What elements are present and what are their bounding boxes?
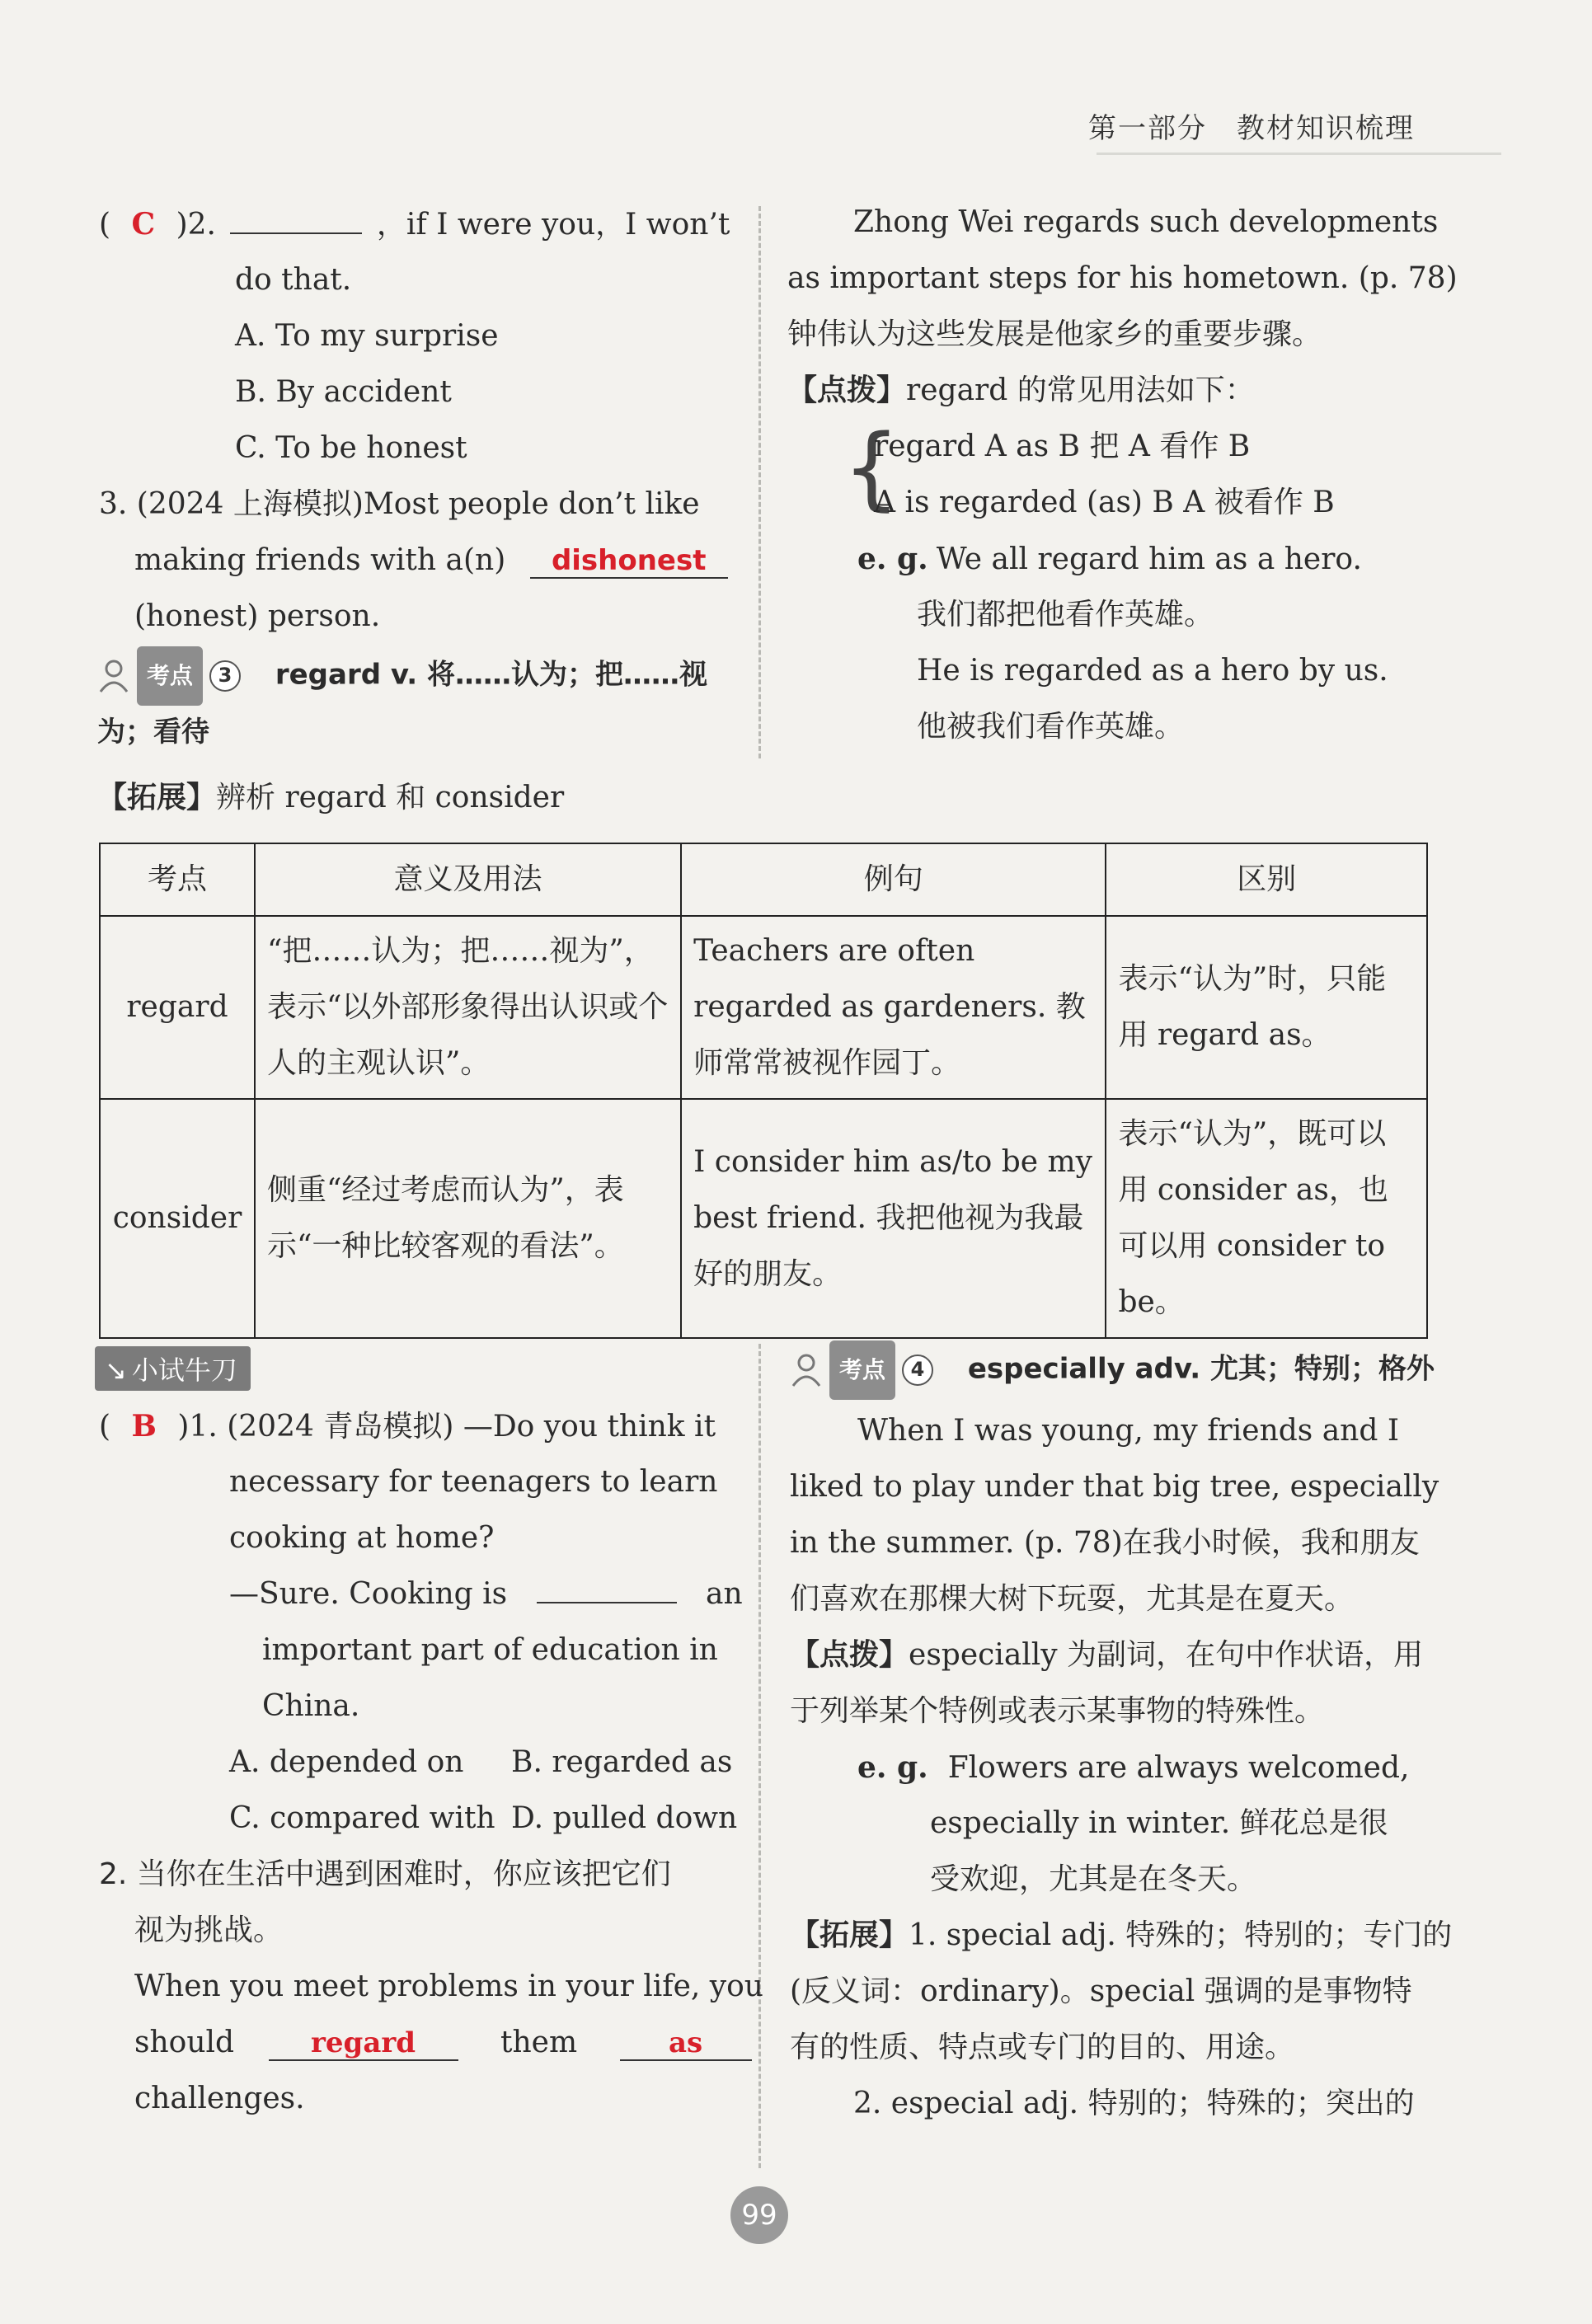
k4-para-4: 们喜欢在那棵大树下玩耍，尤其是在夏天。 (790, 1582, 1355, 1616)
example-translation: 钟伟认为这些发展是他家乡的重要步骤。 (787, 317, 1322, 351)
kaodian-badge: 考点 3 (97, 646, 241, 706)
tip-regard: 【点拨】regard 的常见用法如下： (787, 373, 1255, 407)
practice-section-label: ↘ 小试牛刀 (95, 1346, 251, 1391)
table-row (100, 1099, 1427, 1338)
column-divider-top (758, 206, 761, 758)
practice-q1-line2: necessary for teenagers to learn (229, 1465, 718, 1499)
question-3-line2: making friends with a(n) dishonest (134, 533, 728, 589)
question-2-line1: ( C )2. ，if I were you，I won’t (99, 207, 730, 242)
k4-para-1: When I was young, my friends and I (857, 1414, 1400, 1448)
example-sentence-1: Zhong Wei regards such developments (853, 205, 1439, 239)
student-icon (97, 659, 130, 693)
table-cell-meaning: 侧重“经过考虑而认为”，表示“一种比较客观的看法”。 (255, 1099, 681, 1338)
kaodian-3-title: 考点 3 regard v. 将……认为；把……视 (97, 646, 707, 706)
table-cell-diff: 表示“认为”时，只能用 regard as。 (1106, 916, 1427, 1099)
practice-q1-dialog-2: important part of education in (262, 1633, 718, 1667)
answer-b: B (131, 1409, 157, 1444)
k4-eg-1: e. g. Flowers are always welcomed, (857, 1750, 1410, 1785)
answer-regard[interactable]: regard (269, 2026, 458, 2061)
k4-para-2: liked to play under that big tree, especially (790, 1470, 1439, 1504)
header-title: 第一部分 教材知识梳理 (1088, 112, 1415, 145)
answer-c: C (131, 207, 156, 242)
usage-2: A is regarded (as) B A 被看作 B (874, 486, 1335, 519)
practice-q2-line4: should regard them as (134, 2015, 752, 2071)
arrow-icon: ↘ (105, 1354, 127, 1386)
page-number: 99 (730, 2186, 788, 2244)
answer-dishonest[interactable]: dishonest (530, 544, 728, 579)
table-header: 例句 (681, 843, 1106, 916)
option-d: D. pulled down (511, 1801, 738, 1835)
answer-blank[interactable] (230, 232, 362, 234)
option-b: B. regarded as (511, 1745, 733, 1779)
practice-q2-line1: 2. 当你在生活中遇到困难时，你应该把它们 (99, 1857, 671, 1891)
table-row (100, 916, 1427, 1099)
k4-para-3: in the summer. (p. 78)在我小时候，我和朋友 (790, 1526, 1420, 1560)
usage-1: regard A as B 把 A 看作 B (874, 430, 1251, 463)
option-c: C. To be honest (235, 431, 467, 465)
option-a: A. To my surprise (235, 319, 499, 353)
k4-tip-1: 【点拨】especially 为副词，在句中作状语，用 (790, 1638, 1424, 1672)
header-rule (1097, 153, 1501, 155)
question-2-line2: do that. (235, 263, 352, 297)
student-icon (790, 1353, 823, 1387)
column-divider-bottom (758, 1344, 761, 2168)
practice-q1-dialog-3: China. (262, 1689, 360, 1723)
practice-q1-line3: cooking at home? (229, 1521, 495, 1555)
eg-line-1: e. g. We all regard him as a hero. (857, 542, 1362, 576)
practice-q2-line2: 视为挑战。 (134, 1913, 284, 1947)
kaodian-4-title: 考点 4 especially adv. 尤其；特别；格外 (790, 1340, 1435, 1400)
eg-line-2: 我们都把他看作英雄。 (917, 598, 1214, 631)
kaodian-badge: 考点 4 (790, 1340, 933, 1400)
expand-heading: 【拓展】辨析 regard 和 consider (97, 781, 565, 815)
table-header: 意义及用法 (255, 843, 681, 916)
k4-tip-2: 于列举某个特例或表示某事物的特殊性。 (790, 1694, 1325, 1728)
table-header-row (100, 843, 1427, 916)
example-sentence-2: as important steps for his hometown. (p. 78) (787, 261, 1458, 295)
question-3-line3: (honest) person. (134, 599, 381, 633)
k4-eg-2: especially in winter. 鲜花总是很 (930, 1806, 1388, 1840)
k4-expand-3: 有的性质、特点或专门的目的、用途。 (790, 2031, 1295, 2064)
k4-expand-1: 【拓展】1. special adj. 特殊的；特别的；专门的 (790, 1918, 1453, 1952)
table-header: 区别 (1106, 843, 1427, 916)
table-header: 考点 (100, 843, 255, 916)
practice-q1-dialog-1: —Sure. Cooking is an (229, 1577, 743, 1611)
eg-line-3: He is regarded as a hero by us. (917, 654, 1388, 688)
k4-expand-2: (反义词：ordinary)。special 强调的是事物特 (790, 1974, 1412, 2008)
brace-icon: { (843, 415, 900, 520)
table-cell-word: consider (100, 1099, 255, 1338)
option-b: B. By accident (235, 375, 452, 409)
option-a: A. depended on (229, 1745, 464, 1779)
table-cell-example: Teachers are often regarded as gardeners. 教师常常被视作园丁。 (681, 916, 1106, 1099)
table-cell-word: regard (100, 916, 255, 1099)
practice-q1-line1: ( B )1. (2024 青岛模拟) —Do you think it (99, 1409, 716, 1444)
practice-q2-line3: When you meet problems in your life, you (134, 1970, 763, 2003)
table-cell-example: I consider him as/to be my best friend. 我把他视为我最好的朋友。 (681, 1099, 1106, 1338)
table-cell-diff: 表示“认为”，既可以用 consider as，也可以用 consider to be。 (1106, 1099, 1427, 1338)
k4-expand-4: 2. especial adj. 特别的；特殊的；突出的 (853, 2087, 1415, 2120)
comparison-table (99, 843, 1428, 1339)
question-3-line1: 3. (2024 上海模拟)Most people don’t like (99, 487, 700, 521)
practice-q2-line5: challenges. (134, 2082, 305, 2115)
answer-blank[interactable] (537, 1602, 677, 1603)
table-cell-meaning: “把……认为；把……视为”，表示“以外部形象得出认识或个人的主观认识”。 (255, 916, 681, 1099)
kaodian-3-title-cont: 为；看待 (97, 716, 209, 749)
option-c: C. compared with (229, 1801, 495, 1835)
k4-eg-3: 受欢迎，尤其是在冬天。 (930, 1862, 1257, 1896)
eg-line-4: 他被我们看作英雄。 (917, 710, 1185, 744)
answer-as[interactable]: as (620, 2026, 752, 2061)
